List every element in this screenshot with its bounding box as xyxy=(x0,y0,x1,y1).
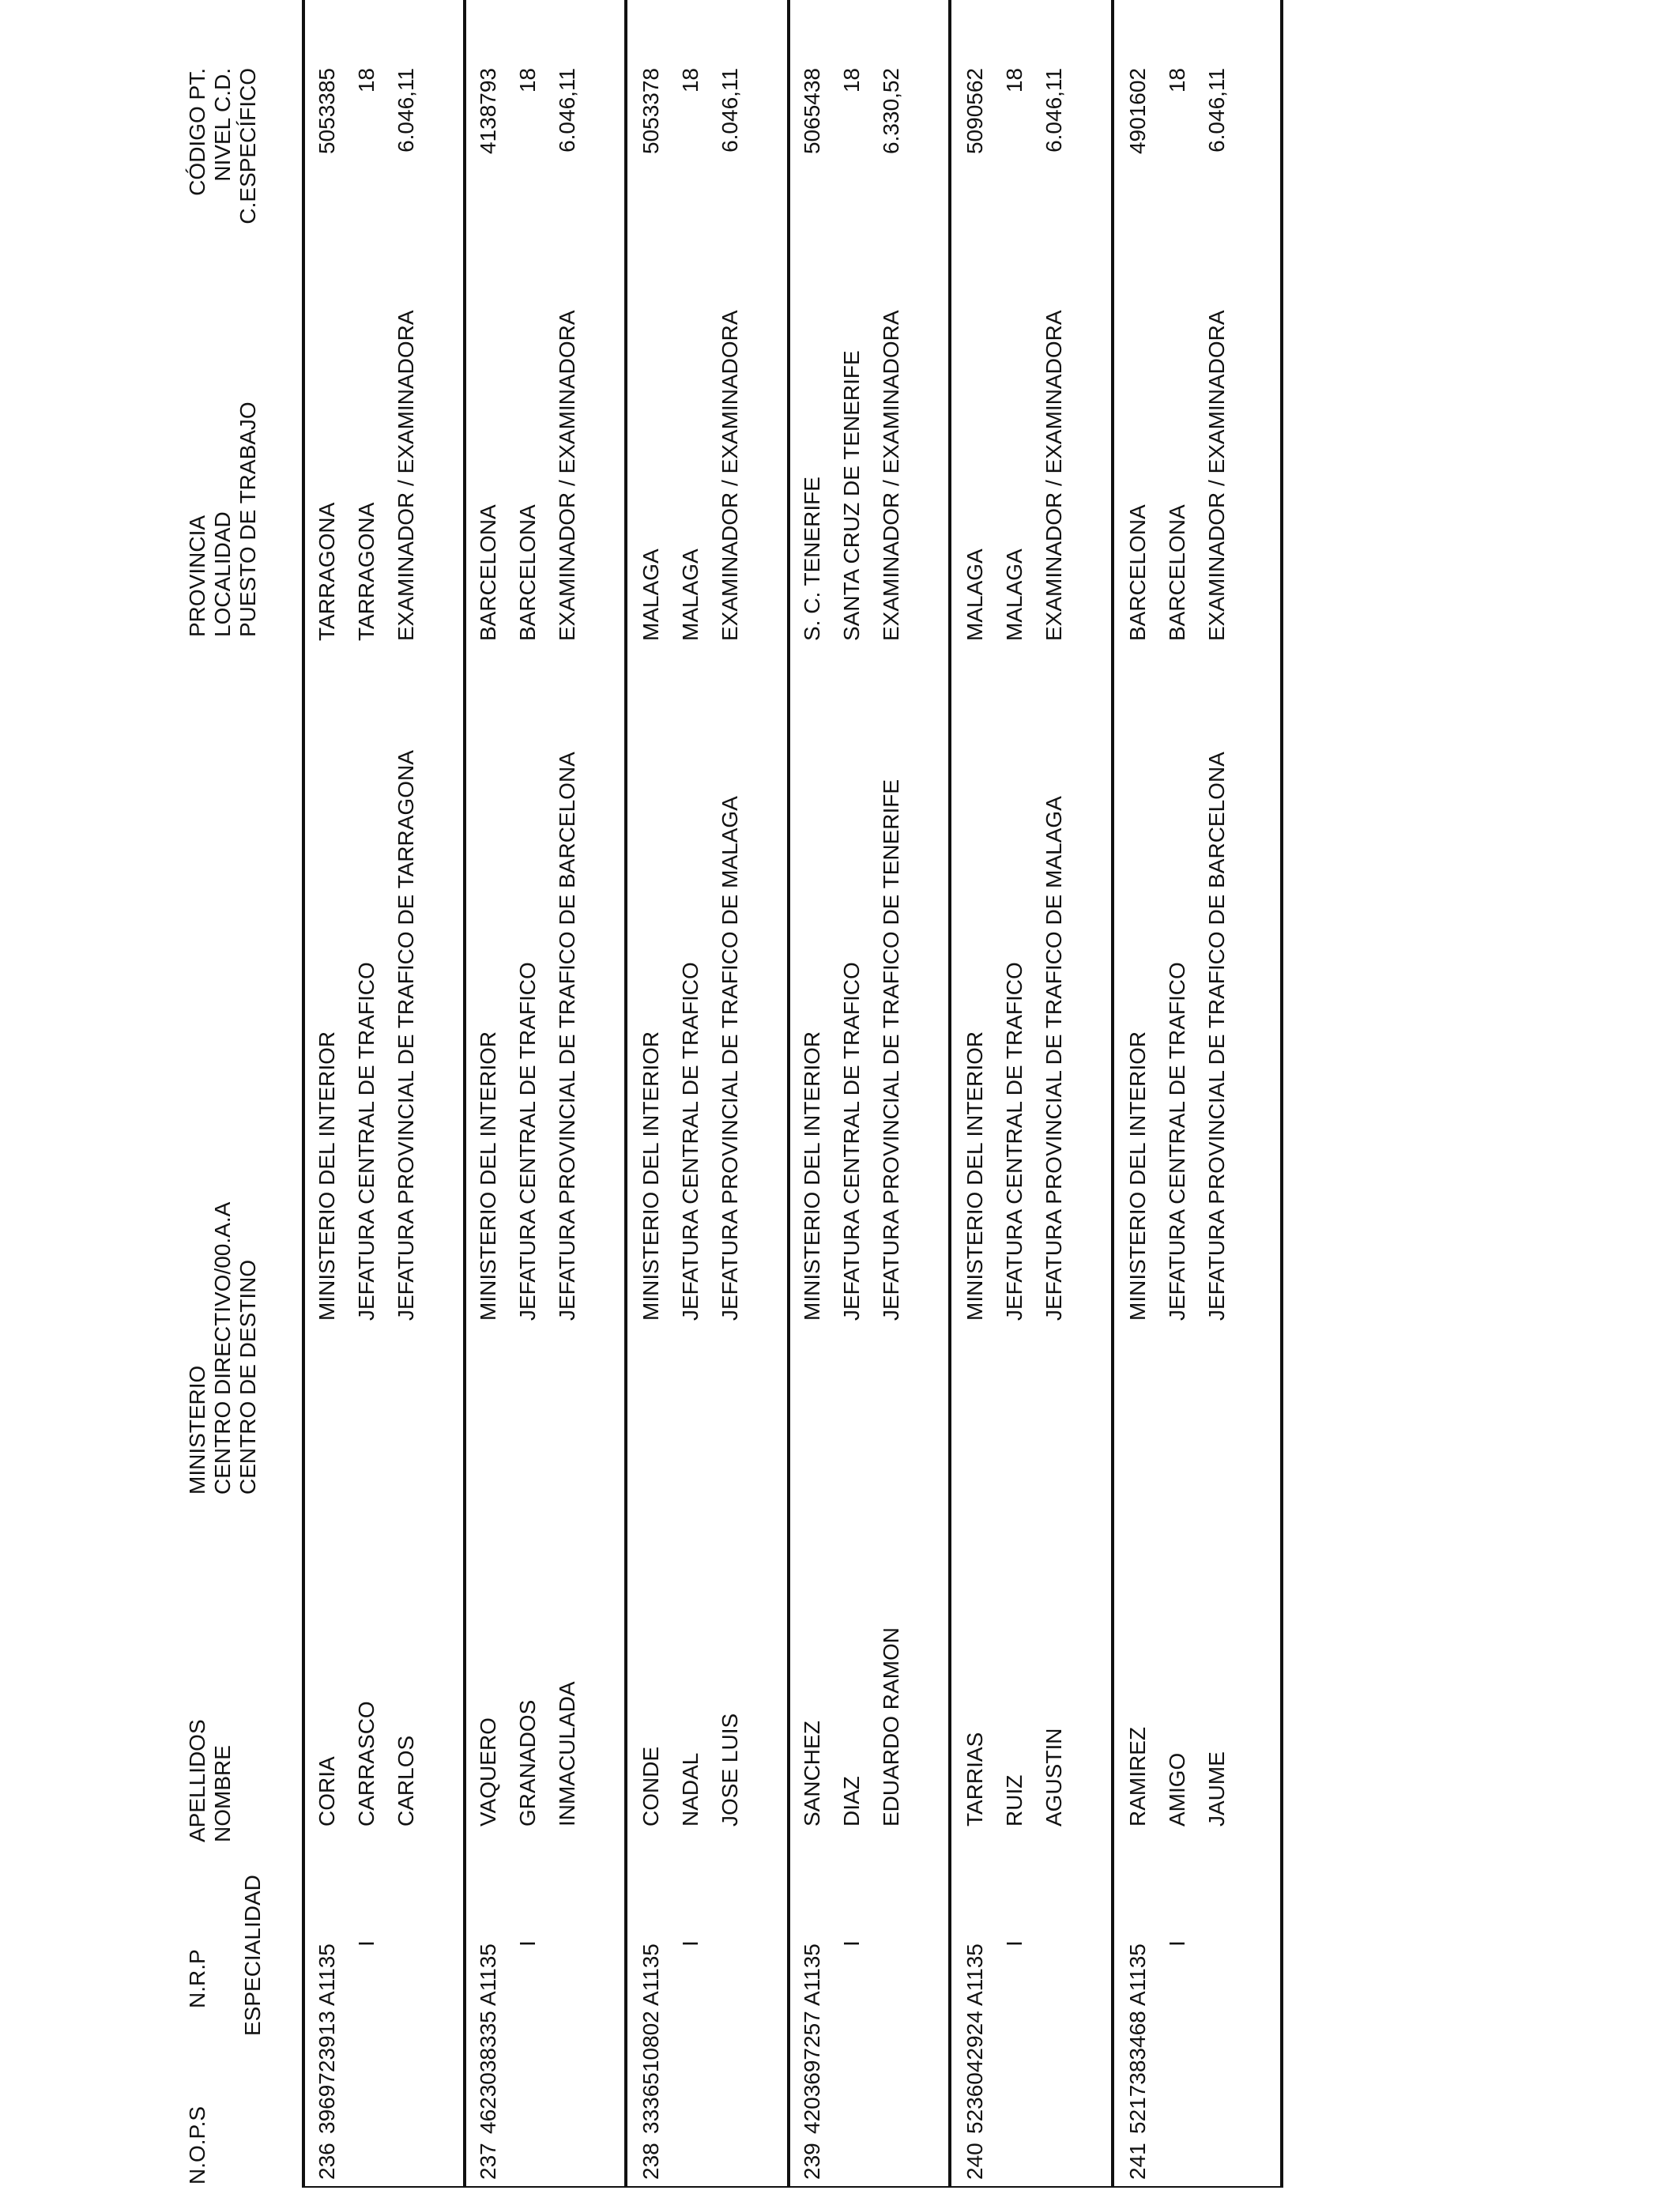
record-provincia: BARCELONA xyxy=(1125,504,1150,641)
header-provincia: PROVINCIA xyxy=(185,515,209,637)
record-provincia: S. C. TENERIFE xyxy=(800,477,824,641)
record-nombre: JAUME xyxy=(1204,1751,1229,1826)
record-nivel: 18 xyxy=(839,68,864,93)
record-nombre: CARLOS xyxy=(394,1735,418,1826)
record-nops: 237 xyxy=(476,2143,500,2180)
record-row xyxy=(629,0,790,2188)
record-centro-destino: JEFATURA PROVINCIAL DE TRAFICO DE BARCELONA xyxy=(555,752,579,1321)
header-codigo: CÓDIGO PT. xyxy=(185,68,209,196)
record-especialidad: I xyxy=(839,1940,864,1947)
record-ministerio: MINISTERIO DEL INTERIOR xyxy=(638,1031,663,1321)
record-centro-destino: JEFATURA PROVINCIAL DE TRAFICO DE MALAGA xyxy=(718,796,742,1321)
record-especialidad: I xyxy=(354,1940,379,1947)
header-nops: N.O.P.S xyxy=(185,2105,209,2185)
record-puesto: EXAMINADOR / EXAMINADORA xyxy=(1042,310,1066,641)
record-centro-destino: JEFATURA PROVINCIAL DE TRAFICO DE TARRAGONA xyxy=(394,750,418,1321)
record-especifico: 6.046,11 xyxy=(1204,68,1229,153)
record-nrp: 5236042924 A1135 xyxy=(962,1943,987,2134)
record-row xyxy=(790,0,951,2188)
record-ministerio: MINISTERIO DEL INTERIOR xyxy=(476,1031,500,1321)
record-nops: 239 xyxy=(800,2143,824,2180)
record-nivel: 18 xyxy=(1002,68,1026,93)
header-especifico: C.ESPECÍFICO xyxy=(235,68,260,224)
record-apellido2: RUIZ xyxy=(1002,1774,1026,1826)
record-ministerio: MINISTERIO DEL INTERIOR xyxy=(800,1031,824,1321)
record-especifico: 6.046,11 xyxy=(555,68,579,153)
record-nrp: 4203697257 A1135 xyxy=(800,1943,824,2134)
record-codigo: 5065438 xyxy=(800,68,824,155)
record-nivel: 18 xyxy=(354,68,379,93)
record-puesto: EXAMINADOR / EXAMINADORA xyxy=(1204,310,1229,641)
record-especialidad: I xyxy=(515,1940,540,1947)
record-nops: 236 xyxy=(315,2143,339,2180)
record-row xyxy=(466,0,627,2188)
header-apellidos: APELLIDOS xyxy=(185,1719,209,1842)
record-especialidad: I xyxy=(678,1940,703,1947)
header-centro-destino: CENTRO DE DESTINO xyxy=(235,1259,260,1495)
record-ministerio: MINISTERIO DEL INTERIOR xyxy=(962,1031,987,1321)
record-apellido2: DIAZ xyxy=(839,1776,864,1826)
record-localidad: SANTA CRUZ DE TENERIFE xyxy=(839,350,864,641)
record-provincia: MALAGA xyxy=(962,548,987,641)
header-ministerio: MINISTERIO xyxy=(185,1365,209,1495)
record-puesto: EXAMINADOR / EXAMINADORA xyxy=(718,310,742,641)
record-apellido1: CORIA xyxy=(315,1756,339,1826)
record-centro-directivo: JEFATURA CENTRAL DE TRAFICO xyxy=(678,962,703,1321)
record-nops: 241 xyxy=(1125,2143,1150,2180)
record-nombre: EDUARDO RAMON xyxy=(879,1627,903,1826)
record-especifico: 6.046,11 xyxy=(718,68,742,153)
record-nombre: JOSE LUIS xyxy=(718,1713,742,1826)
record-nrp: 4623038335 A1135 xyxy=(476,1943,500,2134)
header-localidad: LOCALIDAD xyxy=(210,511,235,637)
record-ministerio: MINISTERIO DEL INTERIOR xyxy=(1125,1031,1150,1321)
record-localidad: MALAGA xyxy=(1002,548,1026,641)
record-puesto: EXAMINADOR / EXAMINADORA xyxy=(394,310,418,641)
record-nrp: 3969723913 A1135 xyxy=(315,1943,339,2134)
header-nivel: NIVEL C.D. xyxy=(210,68,235,182)
record-nivel: 18 xyxy=(515,68,540,93)
record-nombre: AGUSTIN xyxy=(1042,1728,1066,1826)
record-nops: 240 xyxy=(962,2143,987,2180)
record-centro-destino: JEFATURA PROVINCIAL DE TRAFICO DE MALAGA xyxy=(1042,796,1066,1321)
record-provincia: BARCELONA xyxy=(476,504,500,641)
record-centro-destino: JEFATURA PROVINCIAL DE TRAFICO DE BARCELONA xyxy=(1204,752,1229,1321)
record-especifico: 6.046,11 xyxy=(1042,68,1066,153)
record-row xyxy=(305,0,466,2188)
record-nivel: 18 xyxy=(1165,68,1189,93)
header-especialidad: ESPECIALIDAD xyxy=(240,1875,265,2036)
record-especifico: 6.330,52 xyxy=(879,68,903,154)
record-centro-directivo: JEFATURA CENTRAL DE TRAFICO xyxy=(1165,962,1189,1321)
record-ministerio: MINISTERIO DEL INTERIOR xyxy=(315,1031,339,1321)
record-puesto: EXAMINADOR / EXAMINADORA xyxy=(879,310,903,641)
record-especialidad: I xyxy=(1002,1940,1026,1947)
header-nrp: N.R.P xyxy=(185,1949,209,2008)
record-apellido1: RAMIREZ xyxy=(1125,1727,1150,1826)
record-codigo: 4138793 xyxy=(476,68,500,155)
record-codigo: 5090562 xyxy=(962,68,987,155)
record-centro-directivo: JEFATURA CENTRAL DE TRAFICO xyxy=(1002,962,1026,1321)
record-centro-directivo: JEFATURA CENTRAL DE TRAFICO xyxy=(354,962,379,1321)
record-nivel: 18 xyxy=(678,68,703,93)
record-apellido1: VAQUERO xyxy=(476,1717,500,1826)
record-apellido2: GRANADOS xyxy=(515,1699,540,1826)
record-especialidad: I xyxy=(1165,1940,1189,1947)
record-apellido2: NADAL xyxy=(678,1752,703,1826)
record-apellido1: TARRIAS xyxy=(962,1732,987,1826)
record-nrp: 3336510802 A1135 xyxy=(638,1943,663,2134)
header-puesto: PUESTO DE TRABAJO xyxy=(235,401,260,637)
record-provincia: MALAGA xyxy=(638,548,663,641)
record-puesto: EXAMINADOR / EXAMINADORA xyxy=(555,310,579,641)
record-centro-directivo: JEFATURA CENTRAL DE TRAFICO xyxy=(839,962,864,1321)
record-localidad: MALAGA xyxy=(678,548,703,641)
record-localidad: BARCELONA xyxy=(515,504,540,641)
record-row xyxy=(1116,0,1274,2188)
header-nombre: NOMBRE xyxy=(210,1745,235,1842)
record-especifico: 6.046,11 xyxy=(394,68,418,153)
record-apellido2: CARRASCO xyxy=(354,1701,379,1826)
record-apellido2: AMIGO xyxy=(1165,1752,1189,1826)
record-row xyxy=(953,0,1114,2188)
record-codigo: 5053378 xyxy=(638,68,663,155)
record-localidad: BARCELONA xyxy=(1165,504,1189,641)
record-codigo: 5053385 xyxy=(315,68,339,155)
record-localidad: TARRAGONA xyxy=(354,502,379,641)
record-centro-directivo: JEFATURA CENTRAL DE TRAFICO xyxy=(515,962,540,1321)
record-provincia: TARRAGONA xyxy=(315,502,339,641)
record-codigo: 4901602 xyxy=(1125,68,1150,155)
header-centro-directivo: CENTRO DIRECTIVO/00.A.A xyxy=(210,1201,235,1495)
record-nrp: 5217383468 A1135 xyxy=(1125,1943,1150,2134)
record-apellido1: SANCHEZ xyxy=(800,1721,824,1826)
record-apellido1: CONDE xyxy=(638,1746,663,1826)
record-centro-destino: JEFATURA PROVINCIAL DE TRAFICO DE TENERIFE xyxy=(879,778,903,1321)
record-nops: 238 xyxy=(638,2143,663,2180)
record-nombre: INMACULADA xyxy=(555,1681,579,1826)
